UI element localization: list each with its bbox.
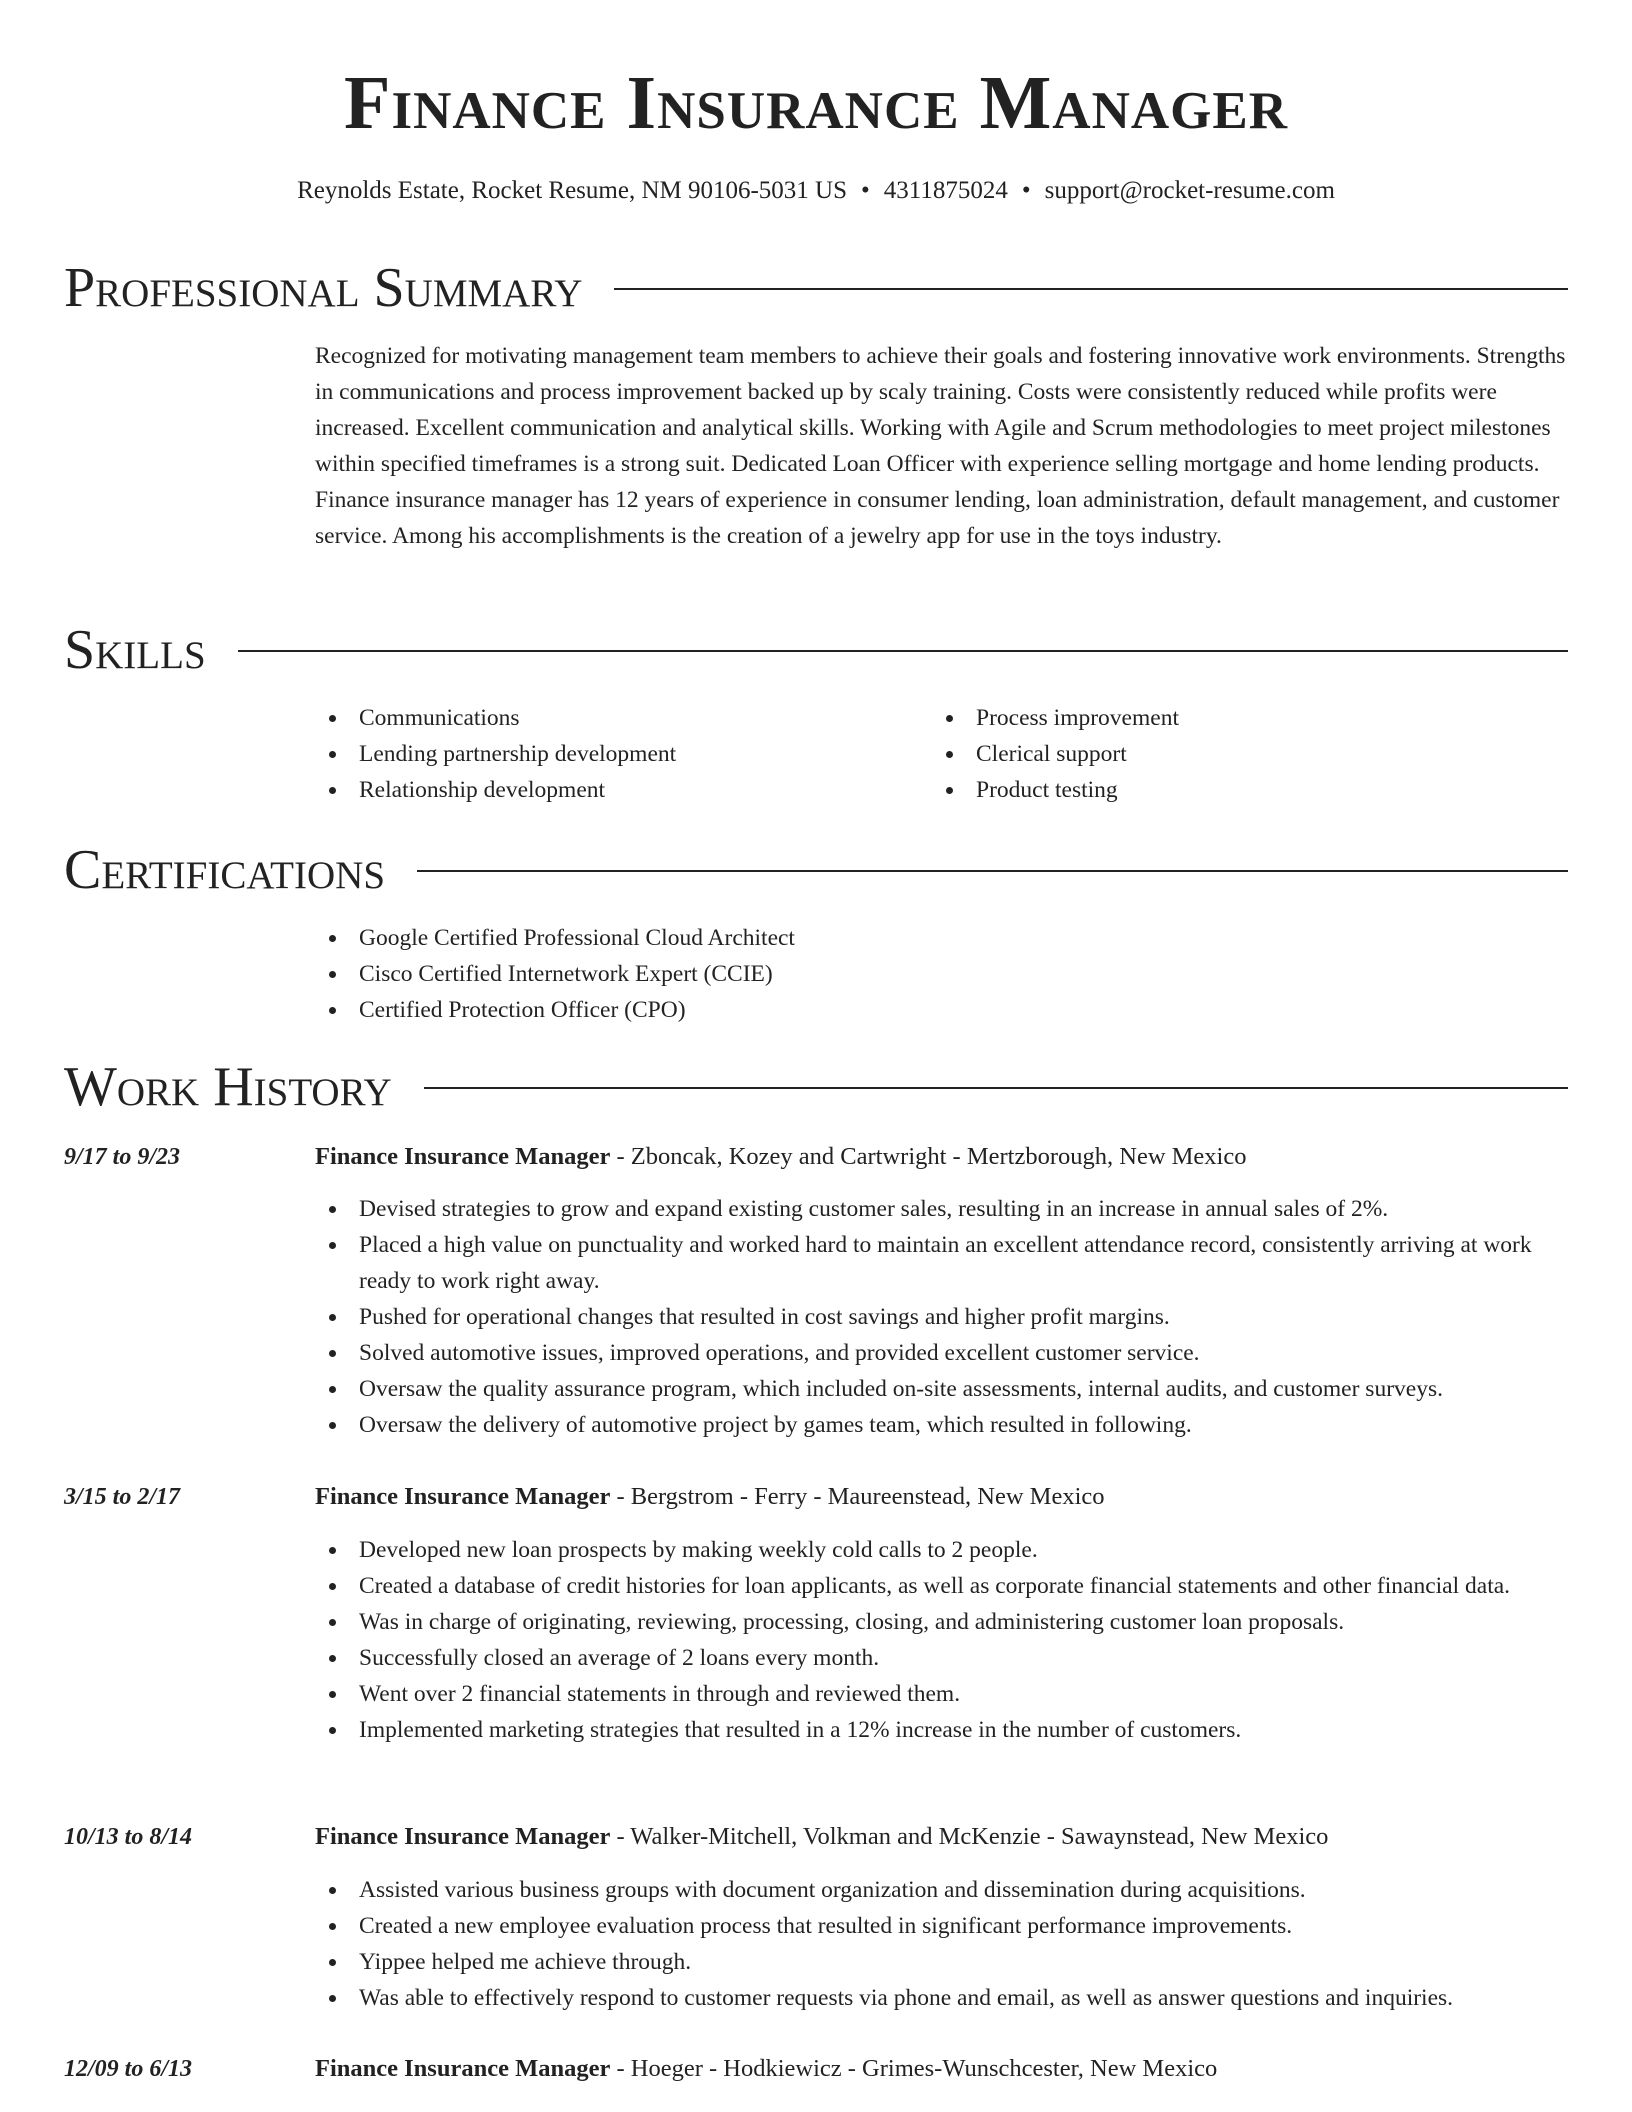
job-employer-location: - Zboncak, Kozey and Cartwright - Mertzborough, New Mexico <box>610 1143 1247 1170</box>
job-title: Finance Insurance Manager <box>315 1143 611 1170</box>
job-bullet: Created a new employee evaluation process that resulted in significant performance improvements. <box>315 1908 1568 1944</box>
job-bullet: Pushed for operational changes that resulted in cost savings and higher profit margins. <box>315 1299 1568 1335</box>
skill-item: Clerical support <box>932 736 1549 772</box>
section-divider <box>614 288 1568 290</box>
job-employer-location: - Hoeger - Hodkiewicz - Grimes-Wunschcester, New Mexico <box>610 2055 1218 2082</box>
job-bullet: Was in charge of originating, reviewing, processing, closing, and administering customer loan proposals. <box>315 1604 1568 1640</box>
job-dates: 3/15 to 2/17 <box>64 1484 181 1510</box>
job-bullet: Oversaw the quality assurance program, which included on-site assessments, internal audits, and customer surveys. <box>315 1371 1568 1407</box>
certifications-list <box>315 920 1568 1028</box>
job-title-line <box>315 1819 1568 1855</box>
job-bullets <box>315 1191 1568 1443</box>
skill-item: Communications <box>315 700 932 736</box>
contact-address: Reynolds Estate, Rocket Resume, NM 90106-5031 US <box>297 177 848 204</box>
skill-item: Lending partnership development <box>315 736 932 772</box>
job-bullet: Created a database of credit histories for loan applicants, as well as corporate financial statements and other financial data. <box>315 1568 1568 1604</box>
section-title-work-history: Work History <box>64 1056 392 1118</box>
job-title-line <box>315 1479 1568 1515</box>
certification-item: Certified Protection Officer (CPO) <box>315 992 1568 1028</box>
job-employer-location: - Bergstrom - Ferry - Maureenstead, New Mexico <box>610 1483 1105 1510</box>
contact-email: support@rocket-resume.com <box>1044 177 1335 204</box>
section-header-certifications <box>64 838 1568 902</box>
job-bullet: Assisted various business groups with document organization and dissemination during acquisitions. <box>315 1872 1568 1908</box>
contact-separator: • <box>861 177 870 204</box>
section-divider <box>238 650 1568 652</box>
section-title-skills: Skills <box>64 619 206 681</box>
contact-separator: • <box>1021 177 1031 204</box>
skills-list-right <box>932 700 1549 808</box>
certification-item: Google Certified Professional Cloud Architect <box>315 920 1568 956</box>
job-title: Finance Insurance Manager <box>315 1823 611 1850</box>
job-bullet: Went over 2 financial statements in through and reviewed them. <box>315 1676 1568 1712</box>
job-bullet: Placed a high value on punctuality and worked hard to maintain an excellent attendance record, consistently arriving at work ready to work right away. <box>315 1227 1568 1299</box>
job-bullet: Implemented marketing strategies that resulted in a 12% increase in the number of customers. <box>315 1712 1568 1748</box>
certification-item: Cisco Certified Internetwork Expert (CCIE) <box>315 956 1568 992</box>
skill-item: Product testing <box>932 772 1549 808</box>
contact-line <box>0 175 1632 207</box>
job-title-line <box>315 2051 1568 2087</box>
job-title: Finance Insurance Manager <box>315 1483 611 1510</box>
skills-list-left <box>315 700 932 808</box>
section-title-certifications: Certifications <box>64 839 386 901</box>
section-divider <box>417 870 1568 872</box>
job-bullet: Was able to effectively respond to customer requests via phone and email, as well as answer questions and inquiries. <box>315 1980 1568 2016</box>
skill-item: Relationship development <box>315 772 932 808</box>
job-bullet: Developed new loan prospects by making weekly cold calls to 2 people. <box>315 1532 1568 1568</box>
section-header-skills <box>64 618 1568 682</box>
job-bullet: Solved automotive issues, improved operations, and provided excellent customer service. <box>315 1335 1568 1371</box>
job-dates: 10/13 to 8/14 <box>64 1824 193 1850</box>
job-dates: 12/09 to 6/13 <box>64 2056 193 2082</box>
job-bullet: Yippee helped me achieve through. <box>315 1944 1568 1980</box>
job-title: Finance Insurance Manager <box>315 2055 611 2082</box>
section-title-summary: Professional Summary <box>64 257 583 319</box>
section-header-work-history <box>64 1055 1568 1119</box>
skill-item: Process improvement <box>932 700 1549 736</box>
job-dates: 9/17 to 9/23 <box>64 1144 181 1170</box>
contact-phone: 4311875024 <box>883 177 1008 204</box>
skills-grid <box>315 700 1568 808</box>
summary-text: Recognized for motivating management team members to achieve their goals and fostering innovative work environments. Strengths in communications and process improvement backed up by scaly training. Costs were consistently reduced while profits were increased. Excellent communication and analytical skills. Working with Agile and Scrum methodologies to meet project milestones within specified timeframes is a strong suit. Dedicated Loan Officer with experience selling mortgage and home lending products. Finance insurance manager has 12 years of experience in consumer lending, loan administration, default management, and customer service. Among his accomplishments is the creation of a jewelry app for use in the toys industry. <box>315 343 1566 549</box>
section-header-summary <box>64 256 1568 320</box>
candidate-name: Finance Insurance Manager <box>344 61 1288 145</box>
job-bullet: Successfully closed an average of 2 loans every month. <box>315 1640 1568 1676</box>
job-title-line <box>315 1139 1568 1175</box>
job-bullet: Devised strategies to grow and expand existing customer sales, resulting in an increase in annual sales of 2%. <box>315 1191 1568 1227</box>
section-divider <box>424 1087 1568 1089</box>
job-bullets <box>315 1872 1568 2016</box>
job-employer-location: - Walker-Mitchell, Volkman and McKenzie - Sawaynstead, New Mexico <box>610 1823 1329 1850</box>
job-bullet: Oversaw the delivery of automotive project by games team, which resulted in following. <box>315 1407 1568 1443</box>
job-bullets <box>315 1532 1568 1748</box>
